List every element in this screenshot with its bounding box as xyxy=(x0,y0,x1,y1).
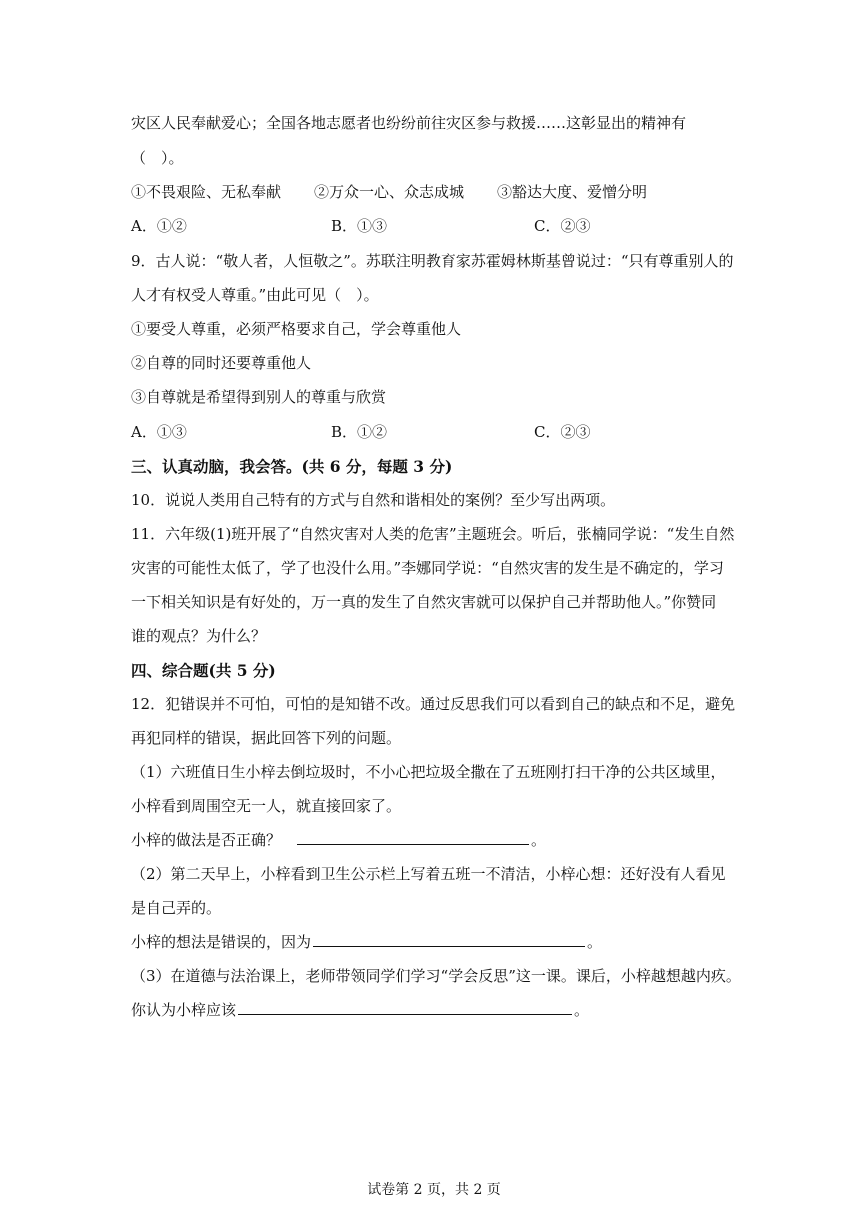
q12-part1-a: （1）六班值日生小梓去倒垃圾时，不小心把垃圾全撒在了五班刚打扫干净的公共区域里， xyxy=(131,763,726,781)
page-footer: 试卷第 2 页，共 2 页 xyxy=(367,1182,501,1198)
q12-part2-prompt: 小梓的想法是错误的，因为 xyxy=(131,933,312,951)
q8-item-1: ①不畏艰险、无私奉献 xyxy=(131,183,282,201)
q11-line-1: 11．六年级(1)班开展了“自然灾害对人类的危害”主题班会。听后，张楠同学说：“发生自然 xyxy=(131,525,735,543)
q9-item-2: ②自尊的同时还要尊重他人 xyxy=(131,354,312,372)
q8-line-2: （ ）。 xyxy=(131,149,184,167)
answer-blank-3[interactable] xyxy=(238,999,572,1015)
q9-line-1: 9．古人说：“敬人者，人恒敬之”。苏联注明教育家苏霍姆林斯基曾说过：“只有尊重别人的 xyxy=(131,252,734,270)
q8-choice-c: C．②③ xyxy=(534,217,591,235)
q8-line-1: 灾区人民奉献爱心；全国各地志愿者也纷纷前往灾区参与救援……这彰显出的精神有 xyxy=(131,114,687,132)
section-4-heading: 四、综合题(共 5 分) xyxy=(131,661,276,680)
q8-choice-a: A．①② xyxy=(131,217,187,235)
q9-item-1: ①要受人尊重，必须严格要求自己，学会尊重他人 xyxy=(131,320,462,338)
q11-line-4: 谁的观点？为什么？ xyxy=(131,627,267,645)
q10-text: 10．说说人类用自己特有的方式与自然和谐相处的案例？至少写出两项。 xyxy=(131,491,616,509)
q9-item-3: ③自尊就是希望得到别人的尊重与欣赏 xyxy=(131,388,387,406)
q12-part2-question xyxy=(131,931,602,952)
q12-part3-prompt: 你认为小梓应该 xyxy=(131,1001,237,1019)
q11-line-2: 灾害的可能性太低了，学了也没什么用。”李娜同学说：“自然灾害的发生是不确定的，学习 xyxy=(131,559,724,577)
q12-part1-b: 小梓看到周围空无一人，就直接回家了。 xyxy=(131,797,402,815)
q12-intro-1: 12．犯错误并不可怕，可怕的是知错不改。通过反思我们可以看到自己的缺点和不足，避免 xyxy=(131,695,736,713)
q8-item-2: ②万众一心、众志成城 xyxy=(314,183,465,201)
q8-item-3: ③豁达大度、爱憎分明 xyxy=(497,183,648,201)
q12-part3-end: 。 xyxy=(574,1001,590,1019)
q11-line-3: 一下相关知识是有好处的，万一真的发生了自然灾害就可以保护自己并帮助他人。”你赞同 xyxy=(131,593,717,611)
q12-part2-a: （2）第二天早上，小梓看到卫生公示栏上写着五班一不清洁，小梓心想：还好没有人看见 xyxy=(131,865,726,883)
q12-part2-b: 是自己弄的。 xyxy=(131,899,222,917)
q12-intro-2: 再犯同样的错误，据此回答下列的问题。 xyxy=(131,729,402,747)
q12-part3-a: （3）在道德与法治课上，老师带领同学们学习“学会反思”这一课。课后，小梓越想越内疚。 xyxy=(131,967,741,985)
q12-part1-prompt: 小梓的做法是否正确？ xyxy=(131,831,282,849)
q12-part3-question xyxy=(131,999,589,1020)
section-3-heading: 三、认真动脑，我会答。(共 6 分，每题 3 分) xyxy=(131,457,453,476)
q9-choice-b: B．①② xyxy=(331,423,388,441)
q8-choice-b: B．①③ xyxy=(331,217,388,235)
answer-blank-2[interactable] xyxy=(313,931,585,947)
q9-line-2: 人才有权受人尊重。”由此可见（ ）。 xyxy=(131,286,379,304)
q12-part2-end: 。 xyxy=(587,933,603,951)
q9-choice-a: A．①③ xyxy=(131,423,187,441)
q12-part1-question xyxy=(131,829,546,850)
answer-blank-1[interactable] xyxy=(297,829,529,845)
q9-choice-c: C．②③ xyxy=(534,423,591,441)
q12-part1-end: 。 xyxy=(531,831,547,849)
